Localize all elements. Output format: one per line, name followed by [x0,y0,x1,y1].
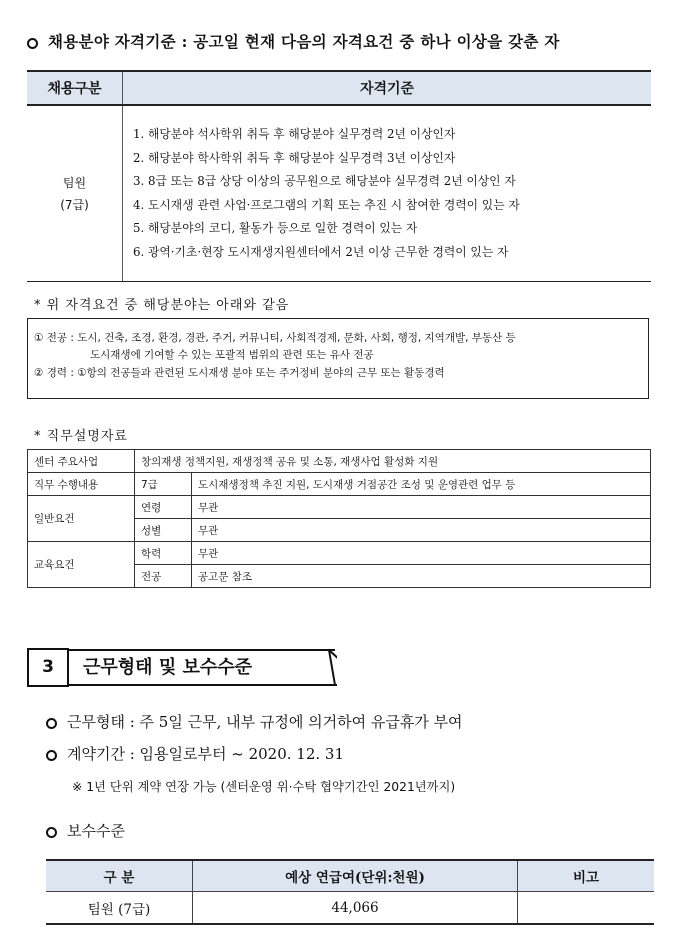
table-row [28,496,651,519]
qualification-table [27,70,651,282]
field-career-line: ② 경력 : ①항의 전공들과 관련된 도시재생 분야 또는 주거정비 분야의 근무 또는 활동경력 [34,367,445,379]
note-heading: * 위 자격요건 중 해당분야는 아래와 같음 [34,298,290,313]
job-sub-label: 성별 [135,519,192,542]
salary-col-note-header: 비고 [518,860,655,892]
circle-bullet-icon [46,827,57,838]
section-header [27,648,337,685]
salary-table [46,859,654,925]
table-row [28,542,651,565]
circle-bullet-icon [27,38,38,49]
job-description-table [27,449,651,588]
job-sub-label: 전공 [135,565,192,588]
section-number: 3 [27,648,69,687]
qual-item: 6. 광역·기초·현장 도시재생지원센터에서 2년 이상 근무한 경력이 있는 자 [133,244,509,259]
criteria-heading-text: 채용분야 자격기준 : 공고일 현재 다음의 자격요건 중 하나 이상을 갖춘 자 [48,32,560,51]
salary-note [518,892,655,925]
table-row [28,473,651,496]
table-row [28,450,651,473]
job-description-heading: * 직무설명자료 [34,429,128,444]
qual-items-cell [123,105,652,282]
qual-grade: (7급) [60,197,89,212]
field-definition-box [27,318,649,399]
qual-item: 5. 해당분야의 코디, 활동가 등으로 일한 경력이 있는 자 [133,221,418,235]
job-sub-label: 연령 [135,496,192,519]
qual-item: 3. 8급 또는 8급 상당 이상의 공무원으로 해당분야 실무경력 2년 이상인 자 [133,174,516,188]
job-value: 무관 [192,496,651,519]
section-title: 근무형태 및 보수수준 [83,657,253,678]
criteria-heading [27,30,560,52]
job-sub-label: 학력 [135,542,192,565]
job-value: 무관 [192,519,651,542]
contract-note: ※ 1년 단위 계약 연장 가능 (센터운영 위·수탁 협약기간인 2021년까지) [72,780,456,794]
circle-bullet-icon [46,750,57,761]
qual-item: 1. 해당분야 석사학위 취득 후 해당분야 실무경력 2년 이상인자 [133,127,456,141]
contract-period-text: 계약기간 : 임용일로부터 ~ 2020. 12. 31 [67,745,345,763]
job-grade: 7급 [135,473,192,496]
circle-bullet-icon [46,718,57,729]
qual-item: 4. 도시재생 관련 사업·프로그램의 기획 또는 추진 시 참여한 경력이 있는 자 [133,197,520,212]
qual-role: 팀원 [62,175,87,190]
job-value: 무관 [192,542,651,565]
job-label: 교육요건 [28,542,135,588]
qual-col-role-header: 채용구분 [27,71,123,105]
qual-role-cell [27,105,123,282]
job-label: 일반요건 [28,496,135,542]
job-value: 도시재생정책 추진 지원, 도시재생 거점공간 조성 및 운영관련 업무 등 [192,473,651,496]
field-major-line: ① 전공 : 도시, 건축, 조경, 환경, 경관, 주거, 커뮤니티, 사회적경제, 문화, 사회, 행정, 지역개발, 부동산 등 [34,332,516,344]
contract-period-line [46,743,344,764]
salary-heading-line [46,820,125,841]
table-row [46,892,654,925]
salary-col-pay-header: 예상 연급여(단위:천원) [193,860,518,892]
qual-col-criteria-header: 자격기준 [123,71,652,105]
job-label: 센터 주요사업 [28,450,135,473]
job-label: 직무 수행내용 [28,473,135,496]
job-value: 공고문 참조 [192,565,651,588]
qual-item: 2. 해당분야 학사학위 취득 후 해당분야 실무경력 3년 이상인자 [133,150,456,165]
salary-category: 팀원 (7급) [46,892,193,925]
job-value: 창의재생 정책지원, 재생정책 공유 및 소통, 재생사업 활성화 지원 [135,450,651,473]
salary-col-category-header: 구 분 [46,860,193,892]
salary-heading: 보수수준 [67,822,125,840]
field-major-line-2: 도시재생에 기여할 수 있는 포괄적 범위의 관련 또는 유사 전공 [90,349,374,361]
work-type-line [46,711,463,732]
work-type-text: 근무형태 : 주 5일 근무, 내부 규정에 의거하여 유급휴가 부여 [67,713,463,731]
salary-amount: 44,066 [193,892,518,925]
